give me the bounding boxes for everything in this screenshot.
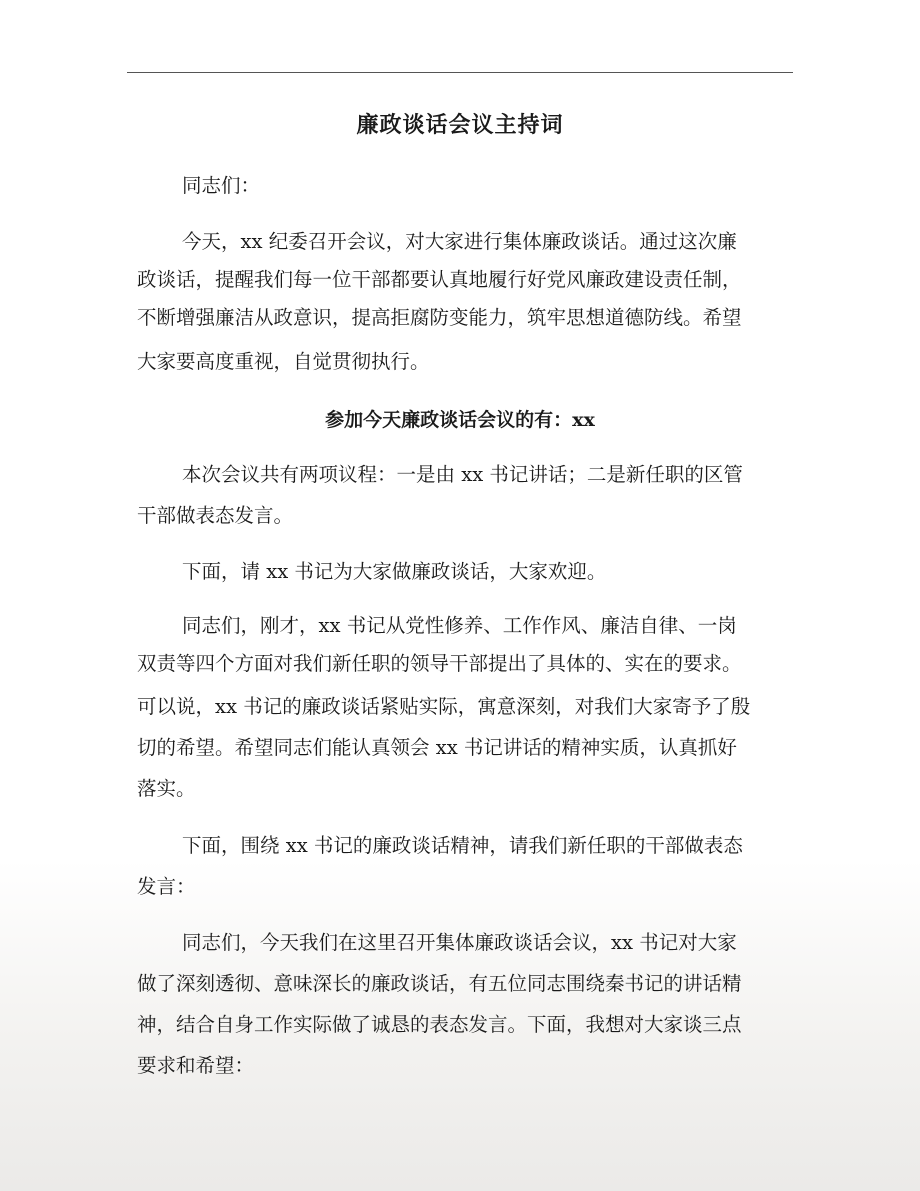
paragraph-line: 双责等四个方面对我们新任职的领导干部提出了具体的、实在的要求。 (137, 652, 742, 675)
paragraph-line: 不断增强廉洁从政意识，提高拒腐防变能力，筑牢思想道德防线。希望 (137, 306, 742, 329)
paragraph-line: 神，结合自身工作实际做了诚恳的表态发言。下面，我想对大家谈三点 (137, 1013, 742, 1036)
paragraph-line: 今天，xx 纪委召开会议，对大家进行集体廉政谈话。通过这次廉 (182, 230, 737, 253)
document-title: 廉政谈话会议主持词 (356, 112, 564, 138)
paragraph-line: 同志们： (182, 174, 261, 197)
paragraph-line: 下面，围绕 xx 书记的廉政谈话精神，请我们新任职的干部做表态 (182, 834, 743, 857)
attendees-heading: 参加今天廉政谈话会议的有：xx (325, 409, 595, 431)
paragraph-line: 同志们，刚才，xx 书记从党性修养、工作作风、廉洁自律、一岗 (182, 614, 737, 637)
paragraph-line: 落实。 (137, 777, 196, 800)
paragraph-line: 同志们，今天我们在这里召开集体廉政谈话会议，xx 书记对大家 (182, 931, 737, 954)
paragraph-line: 下面，请 xx 书记为大家做廉政谈话，大家欢迎。 (182, 560, 607, 583)
paragraph-line: 大家要高度重视，自觉贯彻执行。 (137, 350, 430, 373)
paragraph-line: 切的希望。希望同志们能认真领会 xx 书记讲话的精神实质，认真抓好 (137, 736, 737, 759)
paragraph-line: 要求和希望： (137, 1054, 255, 1077)
paragraph-line: 本次会议共有两项议程：一是由 xx 书记讲话；二是新任职的区管 (182, 463, 743, 486)
paragraph-line: 干部做表态发言。 (137, 504, 294, 527)
paragraph-line: 政谈话，提醒我们每一位干部都要认真地履行好党风廉政建设责任制， (137, 268, 742, 291)
paragraph-line: 可以说，xx 书记的廉政谈话紧贴实际，寓意深刻，对我们大家寄予了殷 (137, 695, 751, 718)
header-rule (127, 72, 793, 73)
paragraph-line: 做了深刻透彻、意味深长的廉政谈话，有五位同志围绕秦书记的讲话精 (137, 972, 742, 995)
paragraph-line: 发言： (137, 875, 196, 898)
